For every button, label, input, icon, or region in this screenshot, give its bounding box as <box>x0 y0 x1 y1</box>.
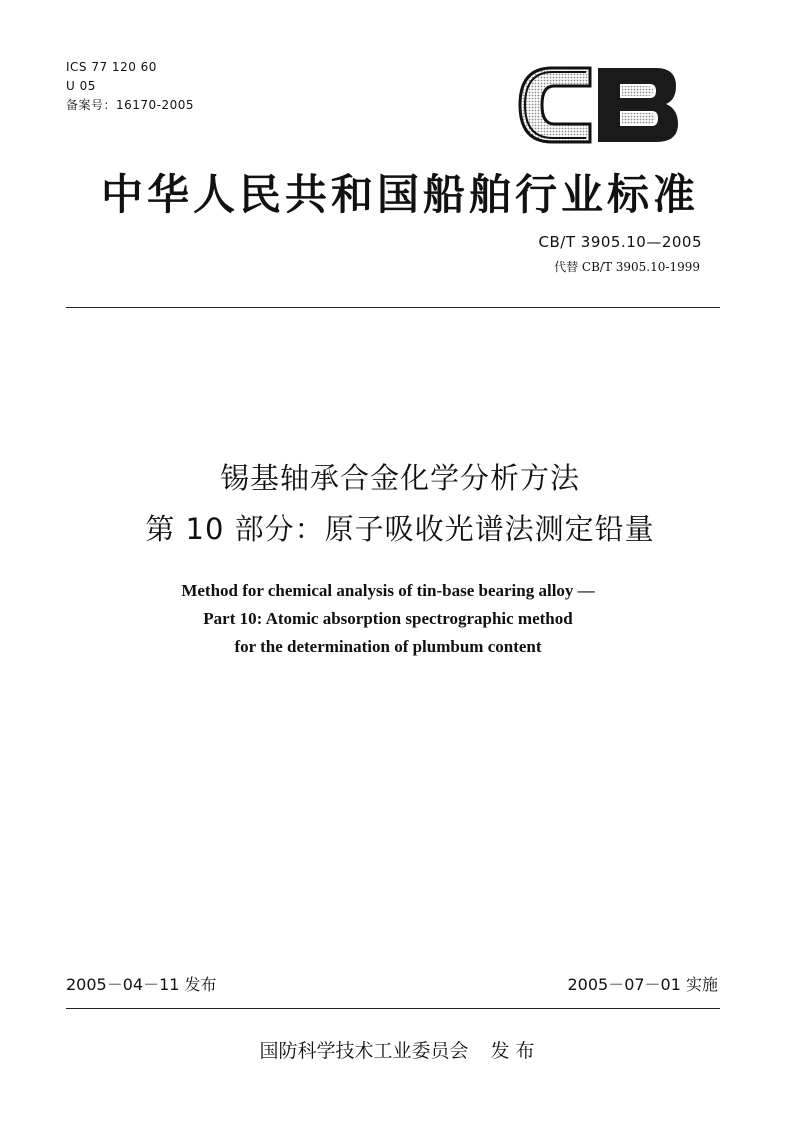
implementation-date: 2005－07－01 实施 <box>567 975 718 994</box>
logo-letter-c <box>520 68 590 142</box>
english-title-line-1: Method for chemical analysis of tin-base bearing alloy — <box>181 581 595 600</box>
standard-category-title: 中华人民共和国船舶行业标准 <box>100 170 699 219</box>
publisher <box>0 1036 800 1063</box>
bottom-divider <box>66 1008 720 1009</box>
logo-letter-b <box>598 68 678 142</box>
ics-code: ICS 77 120 60 <box>66 60 157 74</box>
publisher-verb: 发布 <box>490 1040 541 1062</box>
replaces-standard: 代替 CB/T 3905.10-1999 <box>554 260 700 274</box>
issue-date: 2005－04－11 发布 <box>66 975 217 994</box>
chinese-title-line-1: 锡基轴承合金化学分析方法 <box>219 461 580 495</box>
english-title-line-3: for the determination of plumbum content <box>234 637 542 656</box>
cb-logo <box>516 64 680 146</box>
english-title <box>0 577 776 661</box>
chinese-title-line-2: 第 10 部分：原子吸收光谱法测定铅量 <box>145 512 655 546</box>
english-title-line-2: Part 10: Atomic absorption spectrographic method <box>203 609 573 628</box>
document-meta <box>66 58 194 115</box>
classification-code: U 05 <box>66 79 96 93</box>
standard-number: CB/T 3905.10—2005 <box>538 233 702 251</box>
publisher-name: 国防科学技术工业委员会 <box>259 1040 469 1062</box>
record-number: 备案号：16170-2005 <box>66 98 195 112</box>
top-divider <box>66 307 720 308</box>
